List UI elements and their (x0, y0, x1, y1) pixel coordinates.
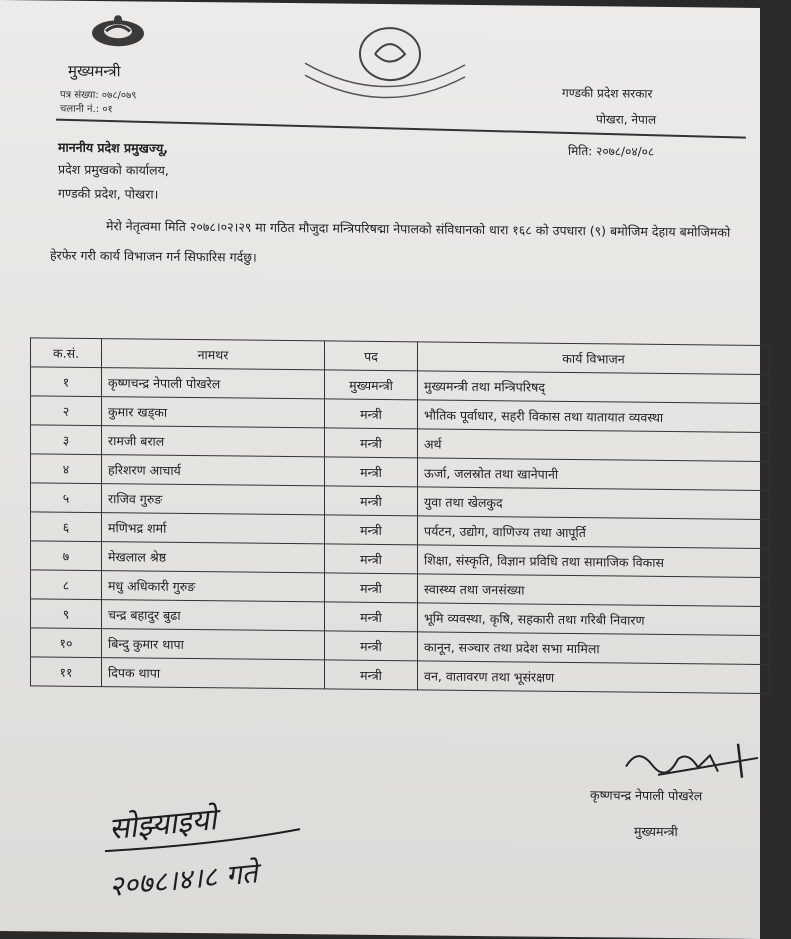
row-portfolio: भौतिक पूर्वाधार, सहरी विकास तथा यातायात व्यवस्था (418, 400, 770, 433)
addressee-line-1: माननीय प्रदेश प्रमुखज्यू, (58, 139, 168, 156)
row-portfolio: स्वास्थ्य तथा जनसंख्या (418, 574, 770, 607)
row-serial: १ (31, 367, 102, 397)
row-name: रामजी बराल (102, 426, 325, 457)
row-name: मधु अधिकारी गुरुङ (102, 571, 325, 602)
row-post: मन्त्री (325, 631, 418, 661)
government-name: गण्डकी प्रदेश सरकार (562, 85, 653, 101)
office-stamp-icon (300, 13, 470, 115)
header-post: पद (325, 341, 418, 371)
row-portfolio: शिक्षा, संस्कृति, विज्ञान प्रविधि तथा सामाजिक विकास (418, 545, 770, 578)
row-name: हरिशरण आचार्य (102, 455, 325, 486)
row-name: राजिव गुरुङ (102, 484, 325, 515)
row-name: बिन्दु कुमार थापा (102, 629, 325, 660)
row-post: मन्त्री (325, 544, 418, 574)
row-serial: २ (31, 396, 102, 426)
header-portfolio: कार्य विभाजन (418, 342, 770, 375)
letter-body: मेरो नेतृत्वमा मिति २०७८।०२।२९ मा गठित मौजुदा मन्त्रिपरिषद्मा नेपालको संविधानको धारा १६८ को उपधारा (९) बमोजिम देहाय बमोजिमको हेरफेर गरी कार्य विभाजन गर्न सिफारिस गर्दछु। (50, 218, 731, 265)
row-serial: ६ (31, 512, 102, 542)
header-serial: क.सं. (31, 338, 102, 368)
row-name: चन्द्र बहादुर बुढा (102, 600, 325, 631)
header-name: नामथर (102, 339, 325, 370)
row-portfolio: ऊर्जा, जलस्रोत तथा खानेपानी (418, 458, 770, 491)
row-portfolio: कानून, सञ्चार तथा प्रदेश सभा मामिला (418, 632, 770, 665)
handwritten-note-line-1: सोझ्याइयो (107, 802, 219, 848)
row-post: मन्त्री (325, 515, 418, 545)
row-portfolio: वन, वातावरण तथा भूसंरक्षण (418, 661, 770, 694)
row-serial: ५ (31, 483, 102, 513)
row-serial: ११ (31, 657, 102, 687)
addressee-line-3: गण्डकी प्रदेश, पोखरा। (58, 185, 159, 202)
row-serial: ३ (31, 425, 102, 455)
row-serial: १० (31, 628, 102, 658)
handwritten-note-line-2: २०७८।४।८ गते (107, 856, 260, 904)
row-post: मुख्यमन्त्री (325, 370, 418, 400)
office-title: मुख्यमन्त्री (68, 61, 121, 81)
handwritten-note (100, 791, 360, 914)
cabinet-allocation-table (30, 337, 770, 694)
row-portfolio: अर्थ (418, 429, 770, 462)
row-name: कुमार खड्का (102, 397, 325, 428)
row-name: मेखलाल श्रेष्ठ (102, 542, 325, 573)
row-serial: ९ (31, 599, 102, 629)
signature-scribble-icon (618, 736, 768, 788)
row-post: मन्त्री (325, 428, 418, 458)
reference-number: पत्र संख्या: ०७८/०७९ (60, 89, 137, 102)
row-post: मन्त्री (325, 486, 418, 516)
row-name: दिपक थापा (102, 658, 325, 689)
row-name: कृष्णचन्द्र नेपाली पोखरेल (102, 368, 325, 399)
addressee-line-2: प्रदेश प्रमुखको कार्यालय, (58, 161, 169, 178)
row-portfolio: पर्यटन, उद्योग, वाणिज्य तथा आपूर्ति (418, 516, 770, 549)
row-portfolio: युवा तथा खेलकुद (418, 487, 770, 520)
row-serial: ४ (31, 454, 102, 484)
row-post: मन्त्री (325, 399, 418, 429)
row-portfolio: मुख्यमन्त्री तथा मन्त्रिपरिषद् (418, 371, 770, 404)
row-post: मन्त्री (325, 602, 418, 632)
row-serial: ७ (31, 541, 102, 571)
dispatch-number: चलानी नं.: ०१ (60, 103, 113, 116)
signatory-title: मुख्यमन्त्री (634, 823, 678, 840)
nepal-emblem-icon (88, 13, 148, 50)
row-serial: ८ (31, 570, 102, 600)
letter-date: मिति: २०७८/०४/०८ (568, 143, 655, 159)
row-post: मन्त्री (325, 457, 418, 487)
signatory-name: कृष्णचन्द्र नेपाली पोखरेल (590, 787, 703, 804)
row-post: मन्त्री (325, 573, 418, 603)
row-portfolio: भूमि व्यवस्था, कृषि, सहकारी तथा गरिबी निवारण (418, 603, 770, 636)
row-post: मन्त्री (325, 660, 418, 690)
row-name: मणिभद्र शर्मा (102, 513, 325, 544)
government-city: पोखरा, नेपाल (596, 112, 657, 127)
